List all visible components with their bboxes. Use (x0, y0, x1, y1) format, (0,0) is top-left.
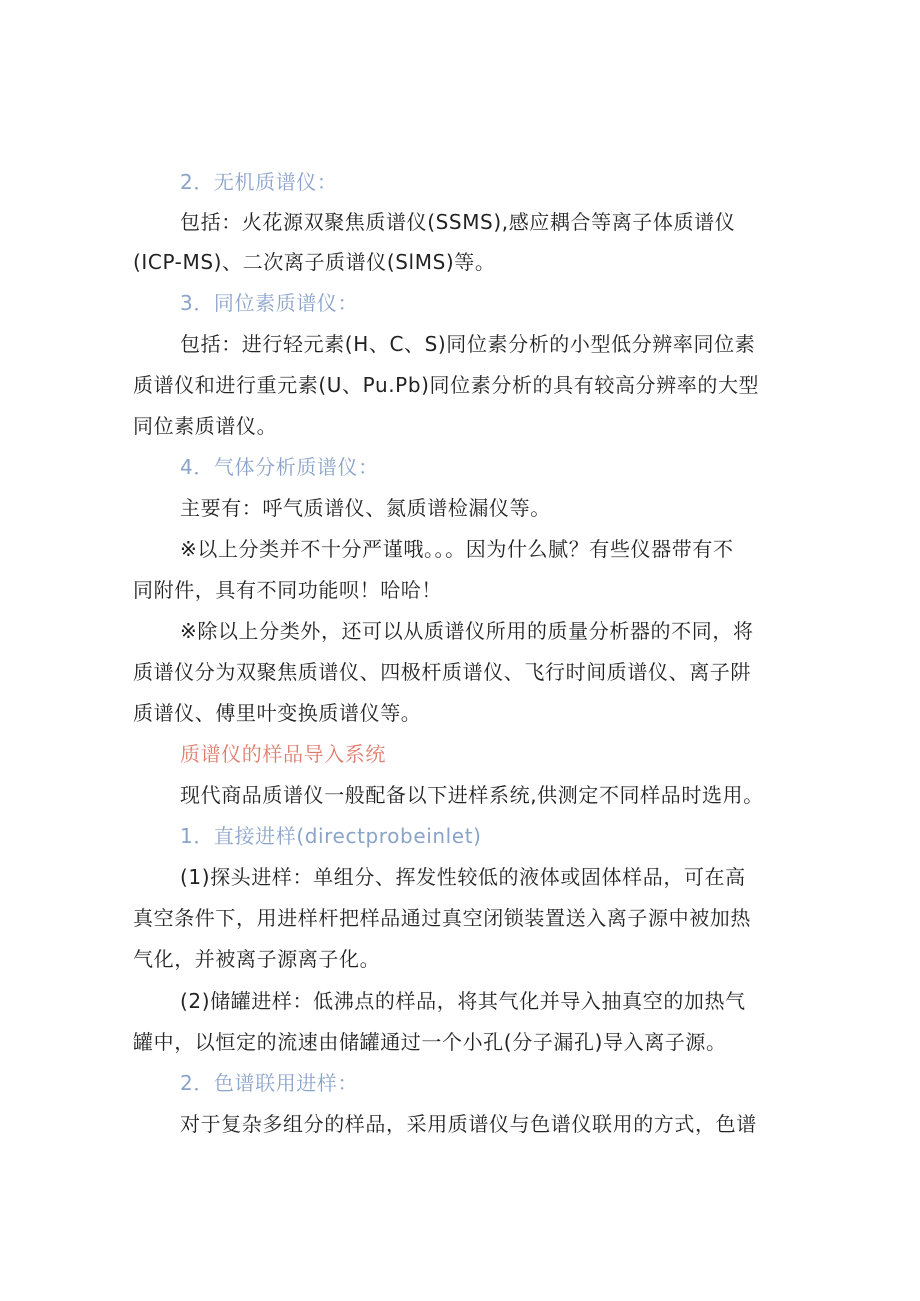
subsection-heading-direct-probe: 1．直接进样(directprobeinlet) (180, 824, 482, 848)
paragraph-line: (ICP-MS)、二次离子质谱仪(SlMS)等。 (133, 250, 496, 274)
section-heading-isotope-ms: 3．同位素质谱仪： (180, 291, 359, 315)
note-line: ※除以上分类外，还可以从质谱仪所用的质量分析器的不同，将 (180, 619, 754, 643)
paragraph-line: (1)探头进样：单组分、挥发性较低的液体或固体样品，可在高 (180, 865, 746, 889)
paragraph-line: 气化，并被离子源离子化。 (133, 947, 381, 971)
paragraph-line: (2)储罐进样：低沸点的样品，将其气化并导入抽真空的加热气 (180, 989, 746, 1013)
note-line: ※以上分类并不十分严谨哦。。。因为什么腻？有些仪器带有不 (180, 537, 734, 561)
paragraph-line: 包括：进行轻元素(H、C、S)同位素分析的小型低分辨率同位素 (180, 332, 756, 356)
note-line: 同附件，具有不同功能呗！哈哈！ (133, 578, 442, 602)
paragraph-line: 现代商品质谱仪一般配备以下进样系统,供测定不同样品时选用。 (180, 783, 764, 807)
paragraph-line: 质谱仪和进行重元素(U、Pu.Pb)同位素分析的具有较高分辨率的大型 (133, 373, 760, 397)
section-heading-gas-analysis-ms: 4．气体分析质谱仪： (180, 455, 379, 479)
note-line: 质谱仪分为双聚焦质谱仪、四极杆质谱仪、飞行时间质谱仪、离子阱 (133, 660, 751, 684)
paragraph-line: 包括：火花源双聚焦质谱仪(SSMS),感应耦合等离子体质谱仪 (180, 210, 736, 234)
paragraph-line: 同位素质谱仪。 (133, 414, 278, 438)
paragraph-line: 对于复杂多组分的样品，采用质谱仪与色谱仪联用的方式，色谱 (180, 1112, 757, 1136)
paragraph-line: 罐中，以恒定的流速由储罐通过一个小孔(分子漏孔)导入离子源。 (133, 1030, 727, 1054)
paragraph-line: 主要有：呼气质谱仪、氮质谱检漏仪等。 (180, 496, 551, 520)
section-title-sample-inlet-system: 质谱仪的样品导入系统 (180, 742, 386, 766)
subsection-heading-chromatography-coupled: 2．色谱联用进样： (180, 1071, 359, 1095)
paragraph-line: 真空条件下，用进样杆把样品通过真空闭锁装置送入离子源中被加热 (133, 906, 751, 930)
section-heading-inorganic-ms: 2．无机质谱仪： (180, 170, 338, 194)
note-line: 质谱仪、傅里叶变换质谱仪等。 (133, 701, 422, 725)
